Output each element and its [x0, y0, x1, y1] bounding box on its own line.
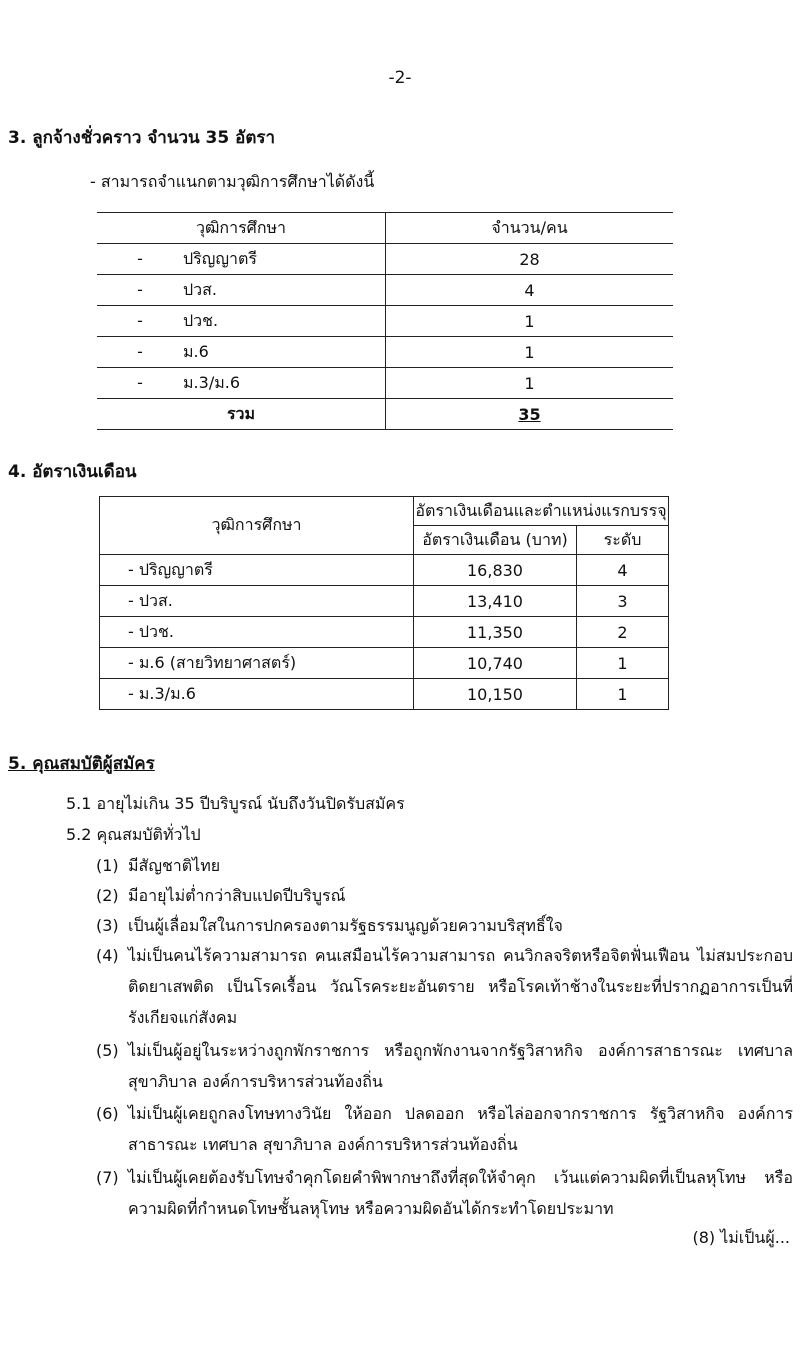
sub-item-text: มีสัญชาติไทย [128, 856, 221, 875]
row-count: 4 [524, 280, 535, 300]
row-label: - ม.6 (สายวิทยาศาสตร์) [100, 648, 414, 679]
total-row [97, 399, 673, 430]
row-dash: - [137, 341, 143, 361]
sub-item-1 [96, 850, 793, 881]
sub-item-number: (7) [96, 1168, 119, 1187]
table-row [97, 306, 673, 337]
sub-item-2 [96, 880, 793, 911]
header-group: อัตราเงินเดือนและตำแหน่งแรกบรรจุ [414, 497, 669, 526]
table-row [100, 617, 669, 648]
row-dash: - [137, 310, 143, 330]
table-row [97, 244, 673, 275]
table-row [97, 368, 673, 399]
row-level: 2 [577, 617, 669, 648]
table-row [100, 555, 669, 586]
table-row [100, 648, 669, 679]
row-dash: - [137, 248, 143, 268]
header-salary: อัตราเงินเดือน (บาท) [414, 526, 577, 555]
sub-item-number: (6) [96, 1104, 119, 1123]
sub-item-number: (4) [96, 946, 119, 965]
sub-item-text: ไม่เป็นผู้เคยต้องรับโทษจำคุกโดยคำพิพากษาถึงที่สุดให้จำคุก เว้นแต่ความผิดที่เป็นลหุโทษ หรือความผิดที่กำหนดโทษชั้นลหุโทษ หรือความผิดอันได้กระทำโดยประมาท [128, 1168, 793, 1218]
sub-item-number: (2) [96, 886, 119, 905]
row-label: - ม.3/ม.6 [100, 679, 414, 710]
row-label: ปริญญาตรี [183, 248, 257, 268]
item-5-2: 5.2 คุณสมบัติทั่วไป [66, 825, 201, 844]
section-5-title: 5. คุณสมบัติผู้สมัคร [8, 754, 155, 774]
row-count: 1 [524, 342, 535, 362]
page-number: -2- [388, 68, 412, 88]
continued-marker: (8) ไม่เป็นผู้... [692, 1228, 790, 1247]
row-label: ม.6 [183, 341, 209, 361]
row-level: 1 [577, 679, 669, 710]
total-label: รวม [97, 399, 386, 430]
sub-item-3 [96, 910, 793, 941]
row-count: 1 [524, 373, 535, 393]
row-level: 1 [577, 648, 669, 679]
sub-item-number: (5) [96, 1041, 119, 1060]
header-qualification: วุฒิการศึกษา [100, 497, 414, 555]
header-qualification: วุฒิการศึกษา [97, 213, 386, 244]
row-label: - ปวส. [100, 586, 414, 617]
row-level: 4 [577, 555, 669, 586]
item-5-1: 5.1 อายุไม่เกิน 35 ปีบริบูรณ์ นับถึงวันปิดรับสมัคร [66, 794, 405, 813]
table-row [97, 275, 673, 306]
section-4-title: 4. อัตราเงินเดือน [8, 462, 137, 482]
row-dash: - [137, 279, 143, 299]
table-row [97, 337, 673, 368]
table-row [100, 679, 669, 710]
sub-item-7 [96, 1162, 793, 1224]
sub-item-text: ไม่เป็นผู้อยู่ในระหว่างถูกพักราชการ หรือถูกพักงานจากรัฐวิสาหกิจ องค์การสาธารณะ เทศบาล สุขาภิบาล องค์การบริหารส่วนท้องถิ่น [128, 1041, 793, 1091]
table-header-row [100, 497, 669, 526]
section-3-subtitle: - สามารถจำแนกตามวุฒิการศึกษาได้ดังนี้ [90, 172, 375, 191]
salary-table [99, 496, 669, 710]
sub-item-text: ไม่เป็นผู้เคยถูกลงโทษทางวินัย ให้ออก ปลดออก หรือไล่ออกจากราชการ รัฐวิสาหกิจ องค์การสาธารณะ เทศบาล สุขาภิบาล องค์การบริหารส่วนท้องถิ่น [128, 1104, 793, 1154]
row-salary: 10,150 [414, 679, 577, 710]
row-level: 3 [577, 586, 669, 617]
sub-item-number: (1) [96, 856, 119, 875]
sub-item-6 [96, 1098, 793, 1160]
table-header-row [97, 213, 673, 244]
sub-item-text: มีอายุไม่ต่ำกว่าสิบแปดปีบริบูรณ์ [128, 886, 346, 905]
row-label: - ปริญญาตรี [100, 555, 414, 586]
sub-item-4 [96, 940, 793, 1033]
row-count: 28 [519, 249, 540, 269]
row-salary: 11,350 [414, 617, 577, 648]
row-label: ปวส. [183, 279, 217, 299]
sub-item-text: เป็นผู้เลื่อมใสในการปกครองตามรัฐธรรมนูญด้วยความบริสุทธิ์ใจ [128, 916, 563, 935]
row-label: - ปวช. [100, 617, 414, 648]
header-level: ระดับ [577, 526, 669, 555]
sub-item-5 [96, 1035, 793, 1097]
header-count: จำนวน/คน [491, 217, 568, 237]
table-row [100, 586, 669, 617]
row-salary: 13,410 [414, 586, 577, 617]
sub-item-text: ไม่เป็นคนไร้ความสามารถ คนเสมือนไร้ความสามารถ คนวิกลจริตหรือจิตฟั่นเฟือน ไม่สมประกอบ ติดยาเสพติด เป็นโรคเรื้อน วัณโรคระยะอันตราย หรือโรคเท้าช้างในระยะที่ปรากฏอาการเป็นที่รังเกียจแก่สังคม [128, 946, 793, 1027]
sub-item-number: (3) [96, 916, 119, 935]
row-dash: - [137, 372, 143, 392]
total-value: 35 [518, 404, 541, 424]
row-label: ม.3/ม.6 [183, 372, 241, 392]
section-3-title: 3. ลูกจ้างชั่วคราว จำนวน 35 อัตรา [8, 128, 276, 148]
qualification-count-table [97, 212, 673, 430]
row-salary: 10,740 [414, 648, 577, 679]
row-salary: 16,830 [414, 555, 577, 586]
row-count: 1 [524, 311, 535, 331]
row-label: ปวช. [183, 310, 219, 330]
